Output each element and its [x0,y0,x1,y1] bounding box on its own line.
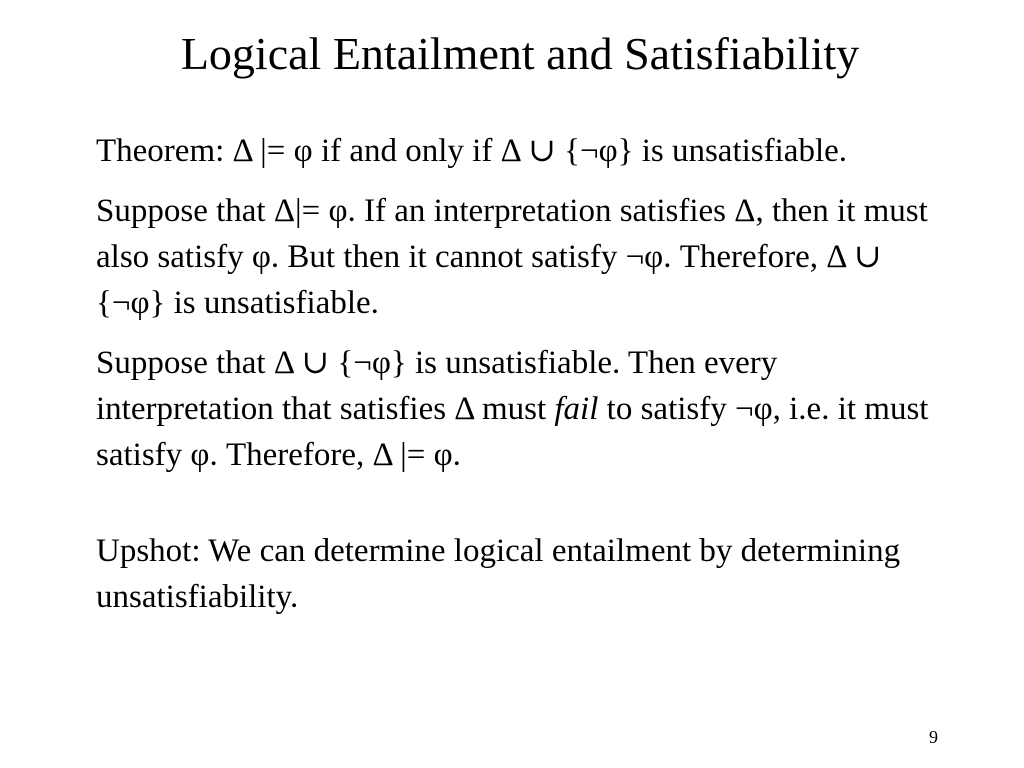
slide-content [96,128,946,620]
slide-title: Logical Entailment and Satisfiability [180,28,860,79]
slide-number: 9 [929,727,938,747]
upshot-paragraph: Upshot: We can determine logical entailment by determining unsatisfiability. [96,533,901,615]
proof-backward-text-end: to satisfy ¬φ, i.e. it must satisfy φ. Therefore, Δ |= φ. [96,391,929,473]
proof-forward-paragraph: Suppose that Δ|= φ. If an interpretation satisfies Δ, then it must also satisfy φ. But then it cannot satisfy ¬φ. Therefore, Δ ∪ {¬φ} is unsatisfiable. [96,193,928,321]
theorem-paragraph: Theorem: Δ |= φ if and only if Δ ∪ {¬φ} is unsatisfiable. [96,133,848,169]
emphasis-fail: fail [554,391,599,427]
proof-backward-paragraph [96,340,946,478]
proof-backward-text-start: Suppose that Δ ∪ {¬φ} is unsatisfiable. Then every interpretation that satisfies Δ must [96,345,778,427]
